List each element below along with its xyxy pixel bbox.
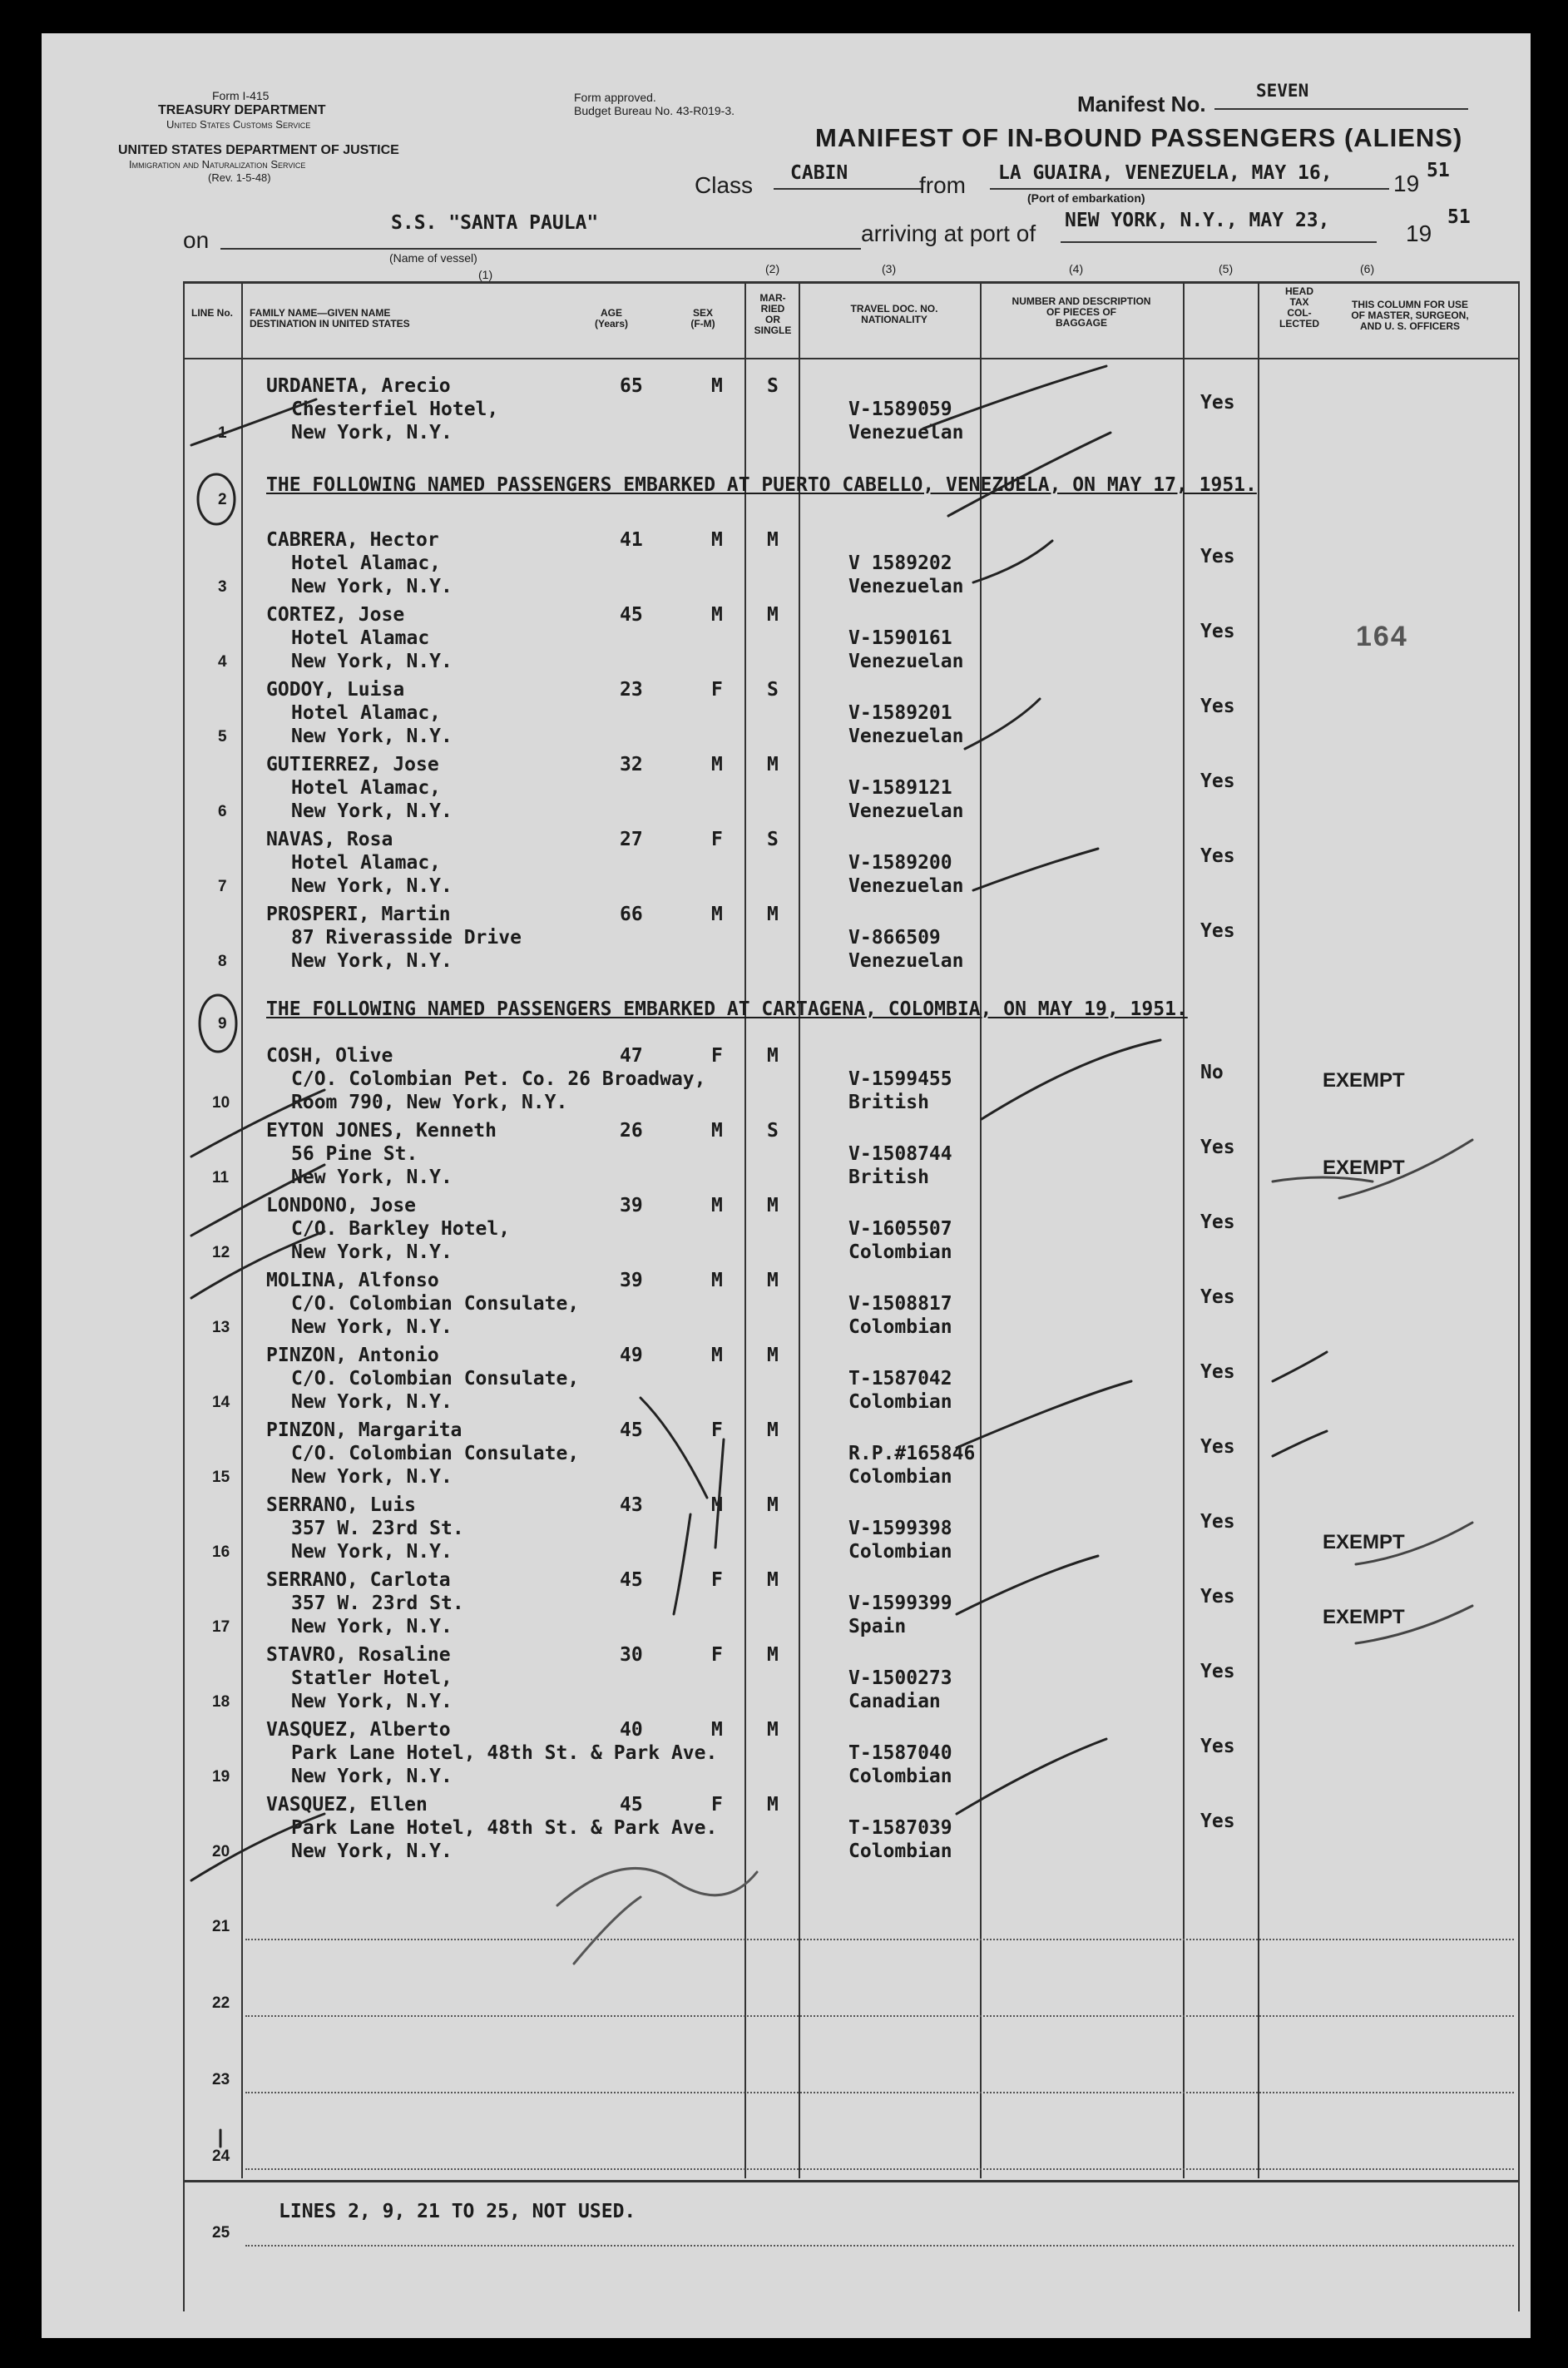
line-number: 20 (212, 1843, 230, 1860)
justice-label: UNITED STATES DEPARTMENT OF JUSTICE (118, 143, 399, 157)
line-number: 9 (218, 1015, 227, 1033)
arrive-year-prefix: 19 (1406, 220, 1432, 246)
passenger-name: CABRERA, Hector (266, 529, 439, 551)
marital-status: M (767, 529, 779, 551)
destination-line-1: Park Lane Hotel, 48th St. & Park Ave. (291, 1742, 718, 1764)
sex: M (711, 604, 723, 626)
marital-status: M (767, 1794, 779, 1816)
arrive-year: 51 (1447, 206, 1471, 228)
check-mark (965, 699, 1040, 749)
marital-status: M (767, 604, 779, 626)
line-number: 8 (218, 953, 227, 970)
rev-label: (Rev. 1-5-48) (208, 171, 271, 184)
nationality: Spain (848, 1616, 907, 1637)
destination-line-2: New York, N.Y. (291, 1241, 453, 1263)
passenger-name: SERRANO, Luis (266, 1494, 417, 1516)
check-mark (957, 1381, 1131, 1448)
sex: M (711, 1494, 723, 1516)
header-travel-doc: TRAVEL DOC. NO. NATIONALITY (850, 303, 938, 325)
travel-doc-number: V-1599398 (848, 1518, 952, 1539)
passenger-name: PINZON, Margarita (266, 1419, 462, 1441)
header-line-no: LINE No. (191, 307, 233, 319)
marital-status: S (767, 1120, 779, 1142)
stamp-number: 164 (1356, 621, 1408, 652)
nationality: Venezuelan (848, 726, 964, 747)
age: 41 (620, 529, 643, 551)
head-tax: Yes (1200, 845, 1235, 867)
sex: M (711, 754, 723, 775)
passenger-name: CORTEZ, Jose (266, 604, 405, 626)
vessel-name: S.S. "SANTA PAULA" (391, 212, 599, 234)
destination-line-1: C/O. Colombian Consulate, (291, 1443, 580, 1464)
head-tax: Yes (1200, 1436, 1235, 1458)
pencil-mark (1339, 1140, 1472, 1198)
from-year-prefix: 19 (1393, 171, 1420, 196)
travel-doc-number: V-1589121 (848, 777, 952, 799)
marital-status: M (767, 1045, 779, 1067)
age: 39 (620, 1195, 643, 1216)
travel-doc-number: V-1589200 (848, 852, 952, 874)
check-mark (191, 1165, 324, 1236)
marital-status: M (767, 1644, 779, 1666)
travel-doc-number: V-1599455 (848, 1068, 952, 1090)
footer-note: LINES 2, 9, 21 TO 25, NOT USED. (279, 2201, 636, 2222)
passenger-name: VASQUEZ, Alberto (266, 1719, 451, 1741)
destination-line-1: Statler Hotel, (291, 1667, 453, 1689)
head-tax: Yes (1200, 1811, 1235, 1832)
check-mark (1273, 1431, 1327, 1456)
destination-line-2: New York, N.Y. (291, 1167, 453, 1188)
check-mark (191, 1090, 324, 1157)
destination-line-2: New York, N.Y. (291, 1541, 453, 1563)
pencil-mark (1356, 1606, 1472, 1643)
travel-doc-number: V-1599399 (848, 1593, 952, 1614)
travel-doc-number: V-1508817 (848, 1293, 952, 1315)
marital-status: S (767, 829, 779, 850)
age: 45 (620, 1794, 643, 1816)
line-number: 18 (212, 1693, 230, 1711)
head-tax: Yes (1200, 770, 1235, 792)
nationality: Venezuelan (848, 651, 964, 672)
head-tax: Yes (1200, 696, 1235, 717)
sex: F (711, 1644, 723, 1666)
passenger-name: EYTON JONES, Kenneth (266, 1120, 497, 1142)
form-number: Form I-415 (212, 89, 270, 102)
line-number: 7 (218, 878, 227, 895)
marital-status: M (767, 1345, 779, 1366)
destination-line-1: Park Lane Hotel, 48th St. & Park Ave. (291, 1817, 718, 1839)
travel-doc-number: V-1500273 (848, 1667, 952, 1689)
circled-line-number (200, 995, 236, 1052)
check-mark (191, 1814, 324, 1880)
check-mark (957, 1556, 1098, 1614)
head-tax: Yes (1200, 1511, 1235, 1533)
nationality: Venezuelan (848, 950, 964, 972)
head-tax: Yes (1200, 1736, 1235, 1757)
column-number: (3) (882, 262, 897, 275)
form-approved: Form approved. (574, 91, 656, 104)
marital-status: M (767, 1419, 779, 1441)
passenger-name: STAVRO, Rosaline (266, 1644, 451, 1666)
handwritten-signature (557, 1868, 757, 1905)
from-year: 51 (1427, 160, 1450, 181)
embarkation-note: THE FOLLOWING NAMED PASSENGERS EMBARKED AT PUERTO CABELLO, VENEZUELA, ON MAY 17, 1951. (266, 474, 1257, 496)
age: 27 (620, 829, 643, 850)
age: 30 (620, 1644, 643, 1666)
age: 45 (620, 604, 643, 626)
age: 26 (620, 1120, 643, 1142)
column-number: (4) (1069, 262, 1084, 275)
header-sex: SEX (F-M) (690, 307, 715, 329)
destination-line-2: New York, N.Y. (291, 576, 453, 597)
line-number: 12 (212, 1244, 230, 1261)
head-tax: Yes (1200, 546, 1235, 567)
header-married: MAR- RIED OR SINGLE (754, 292, 792, 336)
column-number: (5) (1219, 262, 1234, 275)
sex: M (711, 375, 723, 397)
destination-line-2: New York, N.Y. (291, 950, 453, 972)
passenger-name: COSH, Olive (266, 1045, 393, 1067)
column-number: (2) (765, 262, 780, 275)
marital-status: M (767, 904, 779, 925)
destination-line-1: 357 W. 23rd St. (291, 1593, 464, 1614)
destination-line-2: New York, N.Y. (291, 726, 453, 747)
pencil-mark (1273, 1177, 1373, 1182)
destination-line-1: Hotel Alamac, (291, 777, 442, 799)
on-label: on (183, 227, 210, 253)
nationality: Colombian (848, 1316, 952, 1338)
pencil-mark (641, 1398, 707, 1498)
sex: F (711, 1419, 723, 1441)
pencil-mark (1356, 1523, 1472, 1564)
destination-line-2: New York, N.Y. (291, 1391, 453, 1413)
sex: F (711, 1794, 723, 1816)
budget-bureau: Budget Bureau No. 43-R019-3. (574, 104, 735, 117)
destination-line-1: 56 Pine St. (291, 1143, 418, 1165)
head-tax: Yes (1200, 1211, 1235, 1233)
travel-doc-number: V-1590161 (848, 627, 952, 649)
destination-line-1: Hotel Alamac, (291, 552, 442, 574)
immigration-label: Immigration and Naturalization Service (129, 158, 306, 171)
header-age: AGE (Years) (594, 307, 629, 329)
pencil-mark (674, 1514, 690, 1614)
age: 66 (620, 904, 643, 925)
sex: M (711, 1195, 723, 1216)
head-tax: Yes (1200, 1137, 1235, 1158)
line-number: 10 (212, 1094, 230, 1112)
vessel-name-label: (Name of vessel) (389, 251, 477, 265)
sex: F (711, 679, 723, 701)
line-number: 15 (212, 1469, 230, 1486)
age: 47 (620, 1045, 643, 1067)
travel-doc-number: T-1587042 (848, 1368, 952, 1390)
passenger-name: LONDONO, Jose (266, 1195, 417, 1216)
line-number: 24 (212, 2148, 230, 2165)
line-number: 11 (212, 1169, 230, 1186)
head-tax: Yes (1200, 1286, 1235, 1308)
marital-status: S (767, 679, 779, 701)
check-mark (973, 849, 1098, 890)
exempt-stamp: EXEMPT (1323, 1157, 1405, 1179)
travel-doc-number: T-1587040 (848, 1742, 952, 1764)
destination-line-1: C/O. Colombian Consulate, (291, 1293, 580, 1315)
arriving-label: arriving at port of (861, 220, 1036, 246)
age: 32 (620, 754, 643, 775)
age: 23 (620, 679, 643, 701)
sex: M (711, 1345, 723, 1366)
destination-line-2: New York, N.Y. (291, 875, 453, 897)
line-number: 17 (212, 1618, 230, 1636)
check-mark (191, 399, 316, 445)
head-tax: Yes (1200, 621, 1235, 642)
line-number: 23 (212, 2071, 230, 2088)
handwritten-signature (574, 1897, 641, 1964)
nationality: British (848, 1092, 929, 1113)
nationality: Canadian (848, 1691, 941, 1712)
passenger-name: PROSPERI, Martin (266, 904, 451, 925)
sex: M (711, 1719, 723, 1741)
passenger-name: GUTIERREZ, Jose (266, 754, 439, 775)
travel-doc-number: V-1589201 (848, 702, 952, 724)
destination-line-2: New York, N.Y. (291, 1616, 453, 1637)
sex: M (711, 904, 723, 925)
age: 45 (620, 1419, 643, 1441)
head-tax: No (1200, 1062, 1224, 1083)
nationality: Colombian (848, 1241, 952, 1263)
customs-label: United States Customs Service (166, 118, 311, 131)
header-name: FAMILY NAME—GIVEN NAME DESTINATION IN UNITED STATES (250, 307, 410, 329)
marital-status: M (767, 1569, 779, 1591)
treasury-label: TREASURY DEPARTMENT (158, 103, 326, 117)
travel-doc-number: V-1508744 (848, 1143, 952, 1165)
check-mark (923, 366, 1106, 429)
passenger-name: NAVAS, Rosa (266, 829, 393, 850)
marital-status: M (767, 1195, 779, 1216)
check-mark (973, 541, 1052, 582)
destination-line-1: 87 Riverasside Drive (291, 927, 522, 949)
destination-line-1: C/O. Colombian Consulate, (291, 1368, 580, 1390)
check-mark (191, 1231, 324, 1298)
port-embarkation-label: (Port of embarkation) (1027, 191, 1145, 205)
column-number: (6) (1360, 262, 1375, 275)
head-tax: Yes (1200, 392, 1235, 414)
marital-status: M (767, 1270, 779, 1291)
travel-doc-number: V-866509 (848, 927, 941, 949)
line-number: 22 (212, 1994, 230, 2012)
head-tax: Yes (1200, 920, 1235, 942)
travel-doc-number: V-1605507 (848, 1218, 952, 1240)
destination-line-2: New York, N.Y. (291, 422, 453, 443)
destination-line-1: Hotel Alamac (291, 627, 430, 649)
destination-line-2: New York, N.Y. (291, 1840, 453, 1862)
from-label: from (919, 172, 966, 198)
sex: F (711, 1045, 723, 1067)
destination-line-1: C/O. Barkley Hotel, (291, 1218, 511, 1240)
head-tax: Yes (1200, 1361, 1235, 1383)
destination-line-2: New York, N.Y. (291, 1766, 453, 1787)
nationality: Colombian (848, 1541, 952, 1563)
nationality: Venezuelan (848, 576, 964, 597)
manifest-no-label: Manifest No. (1077, 92, 1206, 116)
marital-status: M (767, 1494, 779, 1516)
from-value: LA GUAIRA, VENEZUELA, MAY 16, (998, 162, 1333, 184)
exempt-stamp: EXEMPT (1323, 1606, 1405, 1628)
exempt-stamp: EXEMPT (1323, 1069, 1405, 1092)
line-number: 6 (218, 803, 227, 820)
manifest-no-value: SEVEN (1256, 81, 1309, 101)
line-number: 21 (212, 1918, 230, 1935)
nationality: Colombian (848, 1391, 952, 1413)
header-baggage: NUMBER AND DESCRIPTION OF PIECES OF BAGGAGE (1012, 295, 1151, 329)
nationality: Venezuelan (848, 422, 964, 443)
nationality: Colombian (848, 1840, 952, 1862)
line-number: 13 (212, 1319, 230, 1336)
age: 65 (620, 375, 643, 397)
age: 43 (620, 1494, 643, 1516)
manifest-title: MANIFEST OF IN-BOUND PASSENGERS (ALIENS) (815, 123, 1463, 152)
sex: M (711, 1120, 723, 1142)
travel-doc-number: T-1587039 (848, 1817, 952, 1839)
nationality: Colombian (848, 1766, 952, 1787)
passenger-name: SERRANO, Carlota (266, 1569, 451, 1591)
age: 45 (620, 1569, 643, 1591)
age: 39 (620, 1270, 643, 1291)
passenger-name: GODOY, Luisa (266, 679, 405, 701)
check-mark (957, 1739, 1106, 1814)
destination-line-2: New York, N.Y. (291, 1316, 453, 1338)
check-mark (982, 1040, 1160, 1119)
header-head-tax: HEAD TAX COL- LECTED (1279, 285, 1319, 329)
line-number: 3 (218, 578, 227, 596)
age: 49 (620, 1345, 643, 1366)
marital-status: M (767, 754, 779, 775)
head-tax: Yes (1200, 1586, 1235, 1608)
nationality: Colombian (848, 1466, 952, 1488)
pencil-mark (715, 1439, 724, 1548)
line-number: 5 (218, 728, 227, 746)
marital-status: M (767, 1719, 779, 1741)
header-officers: THIS COLUMN FOR USE OF MASTER, SURGEON, AND U. S. OFFICERS (1351, 299, 1469, 332)
sex: M (711, 1270, 723, 1291)
destination-line-1: 357 W. 23rd St. (291, 1518, 464, 1539)
embarkation-note: THE FOLLOWING NAMED PASSENGERS EMBARKED AT CARTAGENA, COLOMBIA, ON MAY 19, 1951. (266, 998, 1188, 1020)
class-label: Class (695, 172, 754, 198)
nationality: British (848, 1167, 929, 1188)
handwritten-marks (42, 33, 1531, 2338)
destination-line-2: New York, N.Y. (291, 800, 453, 822)
line-number: 16 (212, 1543, 230, 1561)
line-number: 4 (218, 653, 227, 671)
sex: F (711, 1569, 723, 1591)
travel-doc-number: V-1589059 (848, 399, 952, 420)
passenger-name: PINZON, Antonio (266, 1345, 439, 1366)
destination-line-1: C/O. Colombian Pet. Co. 26 Broadway, (291, 1068, 706, 1090)
destination-line-2: New York, N.Y. (291, 1691, 453, 1712)
sex: M (711, 529, 723, 551)
destination-line-2: New York, N.Y. (291, 1466, 453, 1488)
travel-doc-number: R.P.#165846 (848, 1443, 976, 1464)
marital-status: S (767, 375, 779, 397)
check-mark (1273, 1352, 1327, 1381)
destination-line-1: Hotel Alamac, (291, 852, 442, 874)
class-value: CABIN (790, 162, 848, 184)
sex: F (711, 829, 723, 850)
age: 40 (620, 1719, 643, 1741)
passenger-name: MOLINA, Alfonso (266, 1270, 439, 1291)
nationality: Venezuelan (848, 800, 964, 822)
exempt-stamp: EXEMPT (1323, 1531, 1405, 1553)
travel-doc-number: V 1589202 (848, 552, 952, 574)
line-number: 1 (218, 424, 227, 442)
line-number: 25 (212, 2224, 230, 2242)
arriving-value: NEW YORK, N.Y., MAY 23, (1065, 210, 1330, 231)
passenger-name: VASQUEZ, Ellen (266, 1794, 428, 1816)
column-number: (1) (478, 268, 493, 281)
nationality: Venezuelan (848, 875, 964, 897)
destination-line-2: New York, N.Y. (291, 651, 453, 672)
line-number: 2 (218, 491, 227, 508)
manifest-page (42, 33, 1531, 2338)
destination-line-1: Chesterfiel Hotel, (291, 399, 499, 420)
head-tax: Yes (1200, 1661, 1235, 1682)
circled-line-number (198, 474, 235, 524)
passenger-name: URDANETA, Arecio (266, 375, 451, 397)
destination-line-1: Hotel Alamac, (291, 702, 442, 724)
line-number: 14 (212, 1394, 230, 1411)
check-mark (948, 433, 1110, 516)
destination-line-2: Room 790, New York, N.Y. (291, 1092, 568, 1113)
line-number: 19 (212, 1768, 230, 1786)
